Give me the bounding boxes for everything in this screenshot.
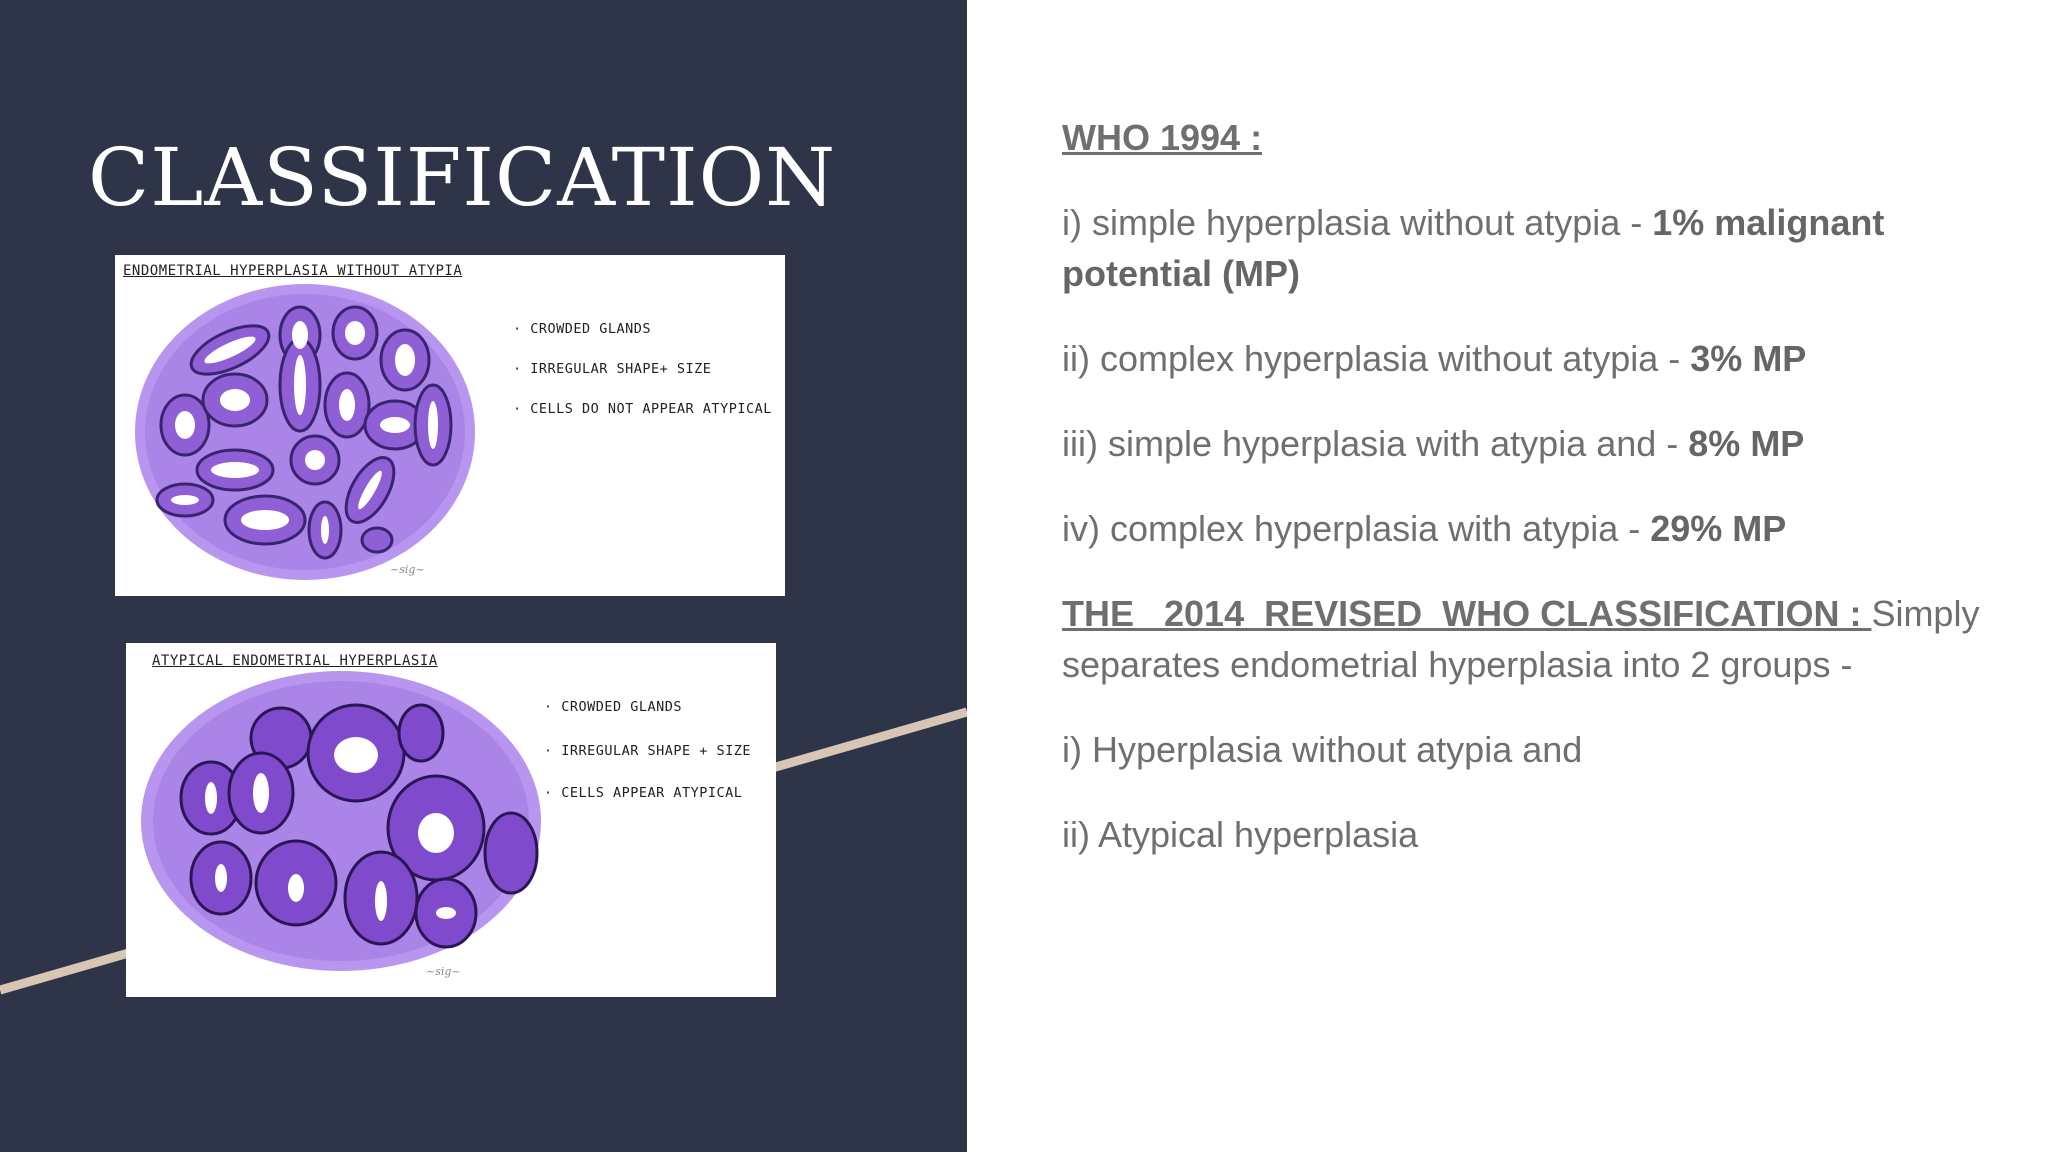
- classification-text: [1062, 112, 1982, 894]
- histology-drawing: [115, 255, 785, 596]
- figure-heading: ENDOMETRIAL HYPERPLASIA WITHOUT ATYPIA: [123, 263, 463, 279]
- who1994-item: iii) simple hyperplasia with atypia and - 8% MP: [1062, 423, 1805, 464]
- histology-drawing: [126, 643, 776, 997]
- who1994-item: ii) complex hyperplasia without atypia - 3% MP: [1062, 338, 1807, 379]
- figure-note: · CROWDED GLANDS: [544, 699, 683, 715]
- artist-signature: ~sig~: [390, 563, 425, 576]
- artist-signature: ~sig~: [426, 965, 461, 978]
- figure-atypical-hyperplasia: [126, 643, 776, 997]
- figure-note: · CROWDED GLANDS: [513, 321, 652, 337]
- who2014-item: i) Hyperplasia without atypia and: [1062, 729, 1583, 770]
- figure-note: · IRREGULAR SHAPE + SIZE: [544, 743, 752, 759]
- who2014-text: Simply separates endometrial hyperplasia into 2 groups -: [1062, 593, 1980, 685]
- who1994-item: iv) complex hyperplasia with atypia - 29% MP: [1062, 508, 1787, 549]
- slide-title: CLASSIFICATION: [88, 131, 837, 224]
- figure-note: · IRREGULAR SHAPE+ SIZE: [513, 361, 712, 377]
- figure-heading: ATYPICAL ENDOMETRIAL HYPERPLASIA: [152, 653, 438, 669]
- who2014-heading: THE 2014 REVISED WHO CLASSIFICATION :: [1062, 593, 1872, 634]
- who2014-paragraph: [1062, 588, 1982, 690]
- right-panel: [967, 0, 2048, 1152]
- left-panel: [0, 0, 967, 1152]
- figure-note: · CELLS APPEAR ATYPICAL: [544, 785, 743, 801]
- figure-note: · CELLS DO NOT APPEAR ATYPICAL: [513, 401, 772, 417]
- figure-hyperplasia-without-atypia: [115, 255, 785, 596]
- who1994-heading: WHO 1994 :: [1062, 117, 1263, 158]
- who1994-item: i) simple hyperplasia without atypia - 1% malignant potential (MP): [1062, 202, 1885, 294]
- who2014-item: ii) Atypical hyperplasia: [1062, 814, 1419, 855]
